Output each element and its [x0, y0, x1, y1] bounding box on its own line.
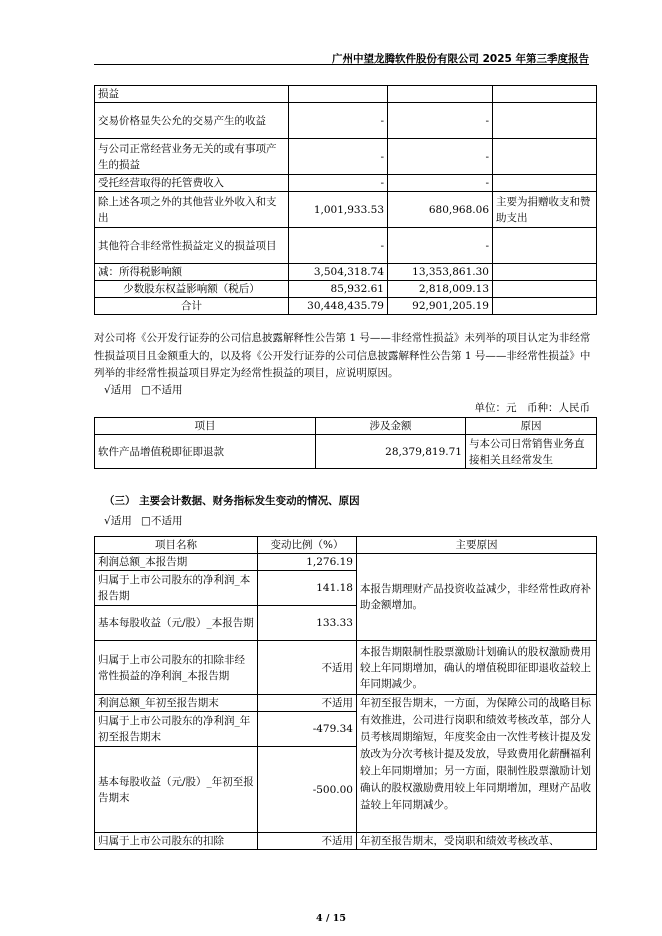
- reason-cell: 年初至报告期末，一方面，为保障公司的战略目标有效推进，公司进行岗职和绩效考核改革，部分人员考核周期缩短，年度奖金由一次性考核计提及发放改为分次考核计提及发放，导致费用化薪酬福利较上年同期增加；另一方面，限制性股票激励计划确认的股权激励费用较上年同期增加，理财产品收益较上年同期减少。: [357, 695, 597, 833]
- nonrecurring-table: [94, 85, 597, 315]
- note-cell: [493, 264, 597, 281]
- reason-cell: 本报告期限制性股票激励计划确认的股权激励费用较上年同期增加，确认的增值税即征即退收益较上年同期减少。: [357, 641, 597, 695]
- item-cell: 其他符合非经常性损益定义的损益项目: [95, 228, 289, 264]
- header-cell: 变动比例（%）: [258, 537, 357, 554]
- name-cell: 归属于上市公司股东的扣除非经常性损益的净利润_本报告期: [95, 641, 258, 695]
- ratio-cell: 1,276.19: [258, 554, 357, 571]
- current-cell: -: [289, 228, 388, 264]
- note-cell: [493, 86, 597, 103]
- item-cell: 与公司正常经营业务无关的或有事项产生的损益: [95, 139, 289, 175]
- table-header-row: [95, 418, 597, 435]
- name-cell: 利润总额_本报告期: [95, 554, 258, 571]
- current-cell: 1,001,933.53: [289, 192, 388, 228]
- table-row: [95, 86, 597, 103]
- ytd-cell: [388, 86, 493, 103]
- ytd-cell: -: [388, 175, 493, 192]
- table-row: [95, 264, 597, 281]
- table-row-total: [95, 298, 597, 315]
- table-row: [95, 175, 597, 192]
- section-title: （三） 主要会计数据、财务指标发生变动的情况、原因: [104, 495, 360, 507]
- name-cell: 归属于上市公司股东的净利润_本报告期: [95, 571, 258, 606]
- current-cell: [289, 86, 388, 103]
- ratio-cell: 不适用: [258, 833, 357, 850]
- not-applicable-option: □不适用: [141, 515, 183, 527]
- ratio-cell: -479.34: [258, 712, 357, 747]
- table-row: [95, 228, 597, 264]
- name-cell: 基本每股收益（元/股）_本报告期: [95, 606, 258, 641]
- header-cell: 项目: [95, 418, 316, 435]
- reason-cell: 与本公司日常销售业务直接相关且经常发生: [466, 435, 597, 469]
- change-reasons-table: [94, 536, 597, 850]
- note-cell: 主要为捐赠收支和赞助支出: [493, 192, 597, 228]
- ytd-cell: 2,818,009.13: [388, 281, 493, 298]
- item-cell: 合计: [95, 298, 289, 315]
- note-cell: [493, 298, 597, 315]
- unit-currency-line: 单位：元 币种：人民币: [474, 402, 590, 414]
- table-header-row: [95, 537, 597, 554]
- header-cell: 原因: [466, 418, 597, 435]
- table-row: [95, 554, 597, 571]
- current-cell: 3,504,318.74: [289, 264, 388, 281]
- name-cell: 利润总额_年初至报告期末: [95, 695, 258, 712]
- current-cell: 30,448,435.79: [289, 298, 388, 315]
- name-cell: 归属于上市公司股东的净利润_年初至报告期末: [95, 712, 258, 747]
- explanation-paragraph: 对公司将《公开发行证券的公司信息披露解释性公告第 1 号——非经常性损益》未列举的项目认定为非经常性损益项目且金额重大的，以及将《公开发行证券的公司信息披露解释性公告第 1 号——非经常性损益》中列举的非经常性损益项目界定为经常性损益的项目，应说明原因。: [94, 332, 591, 379]
- table-row: [95, 192, 597, 228]
- recurring-items-table: [94, 417, 597, 469]
- amount-cell: 28,379,819.71: [316, 435, 466, 469]
- applicable-option: √适用: [104, 515, 132, 527]
- applicable-check-2: [104, 513, 182, 528]
- not-applicable-option: □不适用: [141, 384, 183, 396]
- item-cell: 损益: [95, 86, 289, 103]
- ratio-cell: 不适用: [258, 695, 357, 712]
- item-cell: 除上述各项之外的其他营业外收入和支出: [95, 192, 289, 228]
- item-cell: 交易价格显失公允的交易产生的收益: [95, 103, 289, 139]
- header-cell: 主要原因: [357, 537, 597, 554]
- ratio-cell: -500.00: [258, 747, 357, 833]
- ytd-cell: 13,353,861.30: [388, 264, 493, 281]
- item-cell: 减：所得税影响额: [95, 264, 289, 281]
- ratio-cell: 不适用: [258, 641, 357, 695]
- ytd-cell: -: [388, 139, 493, 175]
- ytd-cell: -: [388, 103, 493, 139]
- header-cell: 项目名称: [95, 537, 258, 554]
- applicable-check-1: [104, 382, 182, 397]
- table-row: [95, 139, 597, 175]
- name-cell: 归属于上市公司股东的扣除: [95, 833, 258, 850]
- note-cell: [493, 103, 597, 139]
- header-rule: [94, 64, 589, 65]
- table-row: [95, 641, 597, 695]
- header-cell: 涉及金额: [316, 418, 466, 435]
- item-cell: 少数股东权益影响额（税后）: [95, 281, 289, 298]
- item-cell: 受托经营取得的托管费收入: [95, 175, 289, 192]
- ytd-cell: -: [388, 228, 493, 264]
- note-cell: [493, 228, 597, 264]
- note-cell: [493, 281, 597, 298]
- report-header: 广州中望龙腾软件股份有限公司 2025 年第三季度报告: [331, 53, 589, 65]
- ratio-cell: 133.33: [258, 606, 357, 641]
- current-cell: -: [289, 103, 388, 139]
- ratio-cell: 141.18: [258, 571, 357, 606]
- reason-cell: 年初至报告期末，受岗职和绩效考核改革、: [357, 833, 597, 850]
- applicable-option: √适用: [104, 384, 132, 396]
- note-cell: [493, 139, 597, 175]
- ytd-cell: 92,901,205.19: [388, 298, 493, 315]
- reason-cell: 本报告期理财产品投资收益减少，非经常性政府补助金额增加。: [357, 554, 597, 641]
- current-cell: -: [289, 175, 388, 192]
- note-cell: [493, 175, 597, 192]
- table-row: [95, 281, 597, 298]
- ytd-cell: 680,968.06: [388, 192, 493, 228]
- table-row: [95, 435, 597, 469]
- table-row: [95, 833, 597, 850]
- table-row: [95, 695, 597, 712]
- table-row: [95, 103, 597, 139]
- name-cell: 基本每股收益（元/股）_年初至报告期末: [95, 747, 258, 833]
- current-cell: -: [289, 139, 388, 175]
- item-cell: 软件产品增值税即征即退款: [95, 435, 316, 469]
- current-cell: 85,932.61: [289, 281, 388, 298]
- page-number: 4 / 15: [316, 913, 346, 924]
